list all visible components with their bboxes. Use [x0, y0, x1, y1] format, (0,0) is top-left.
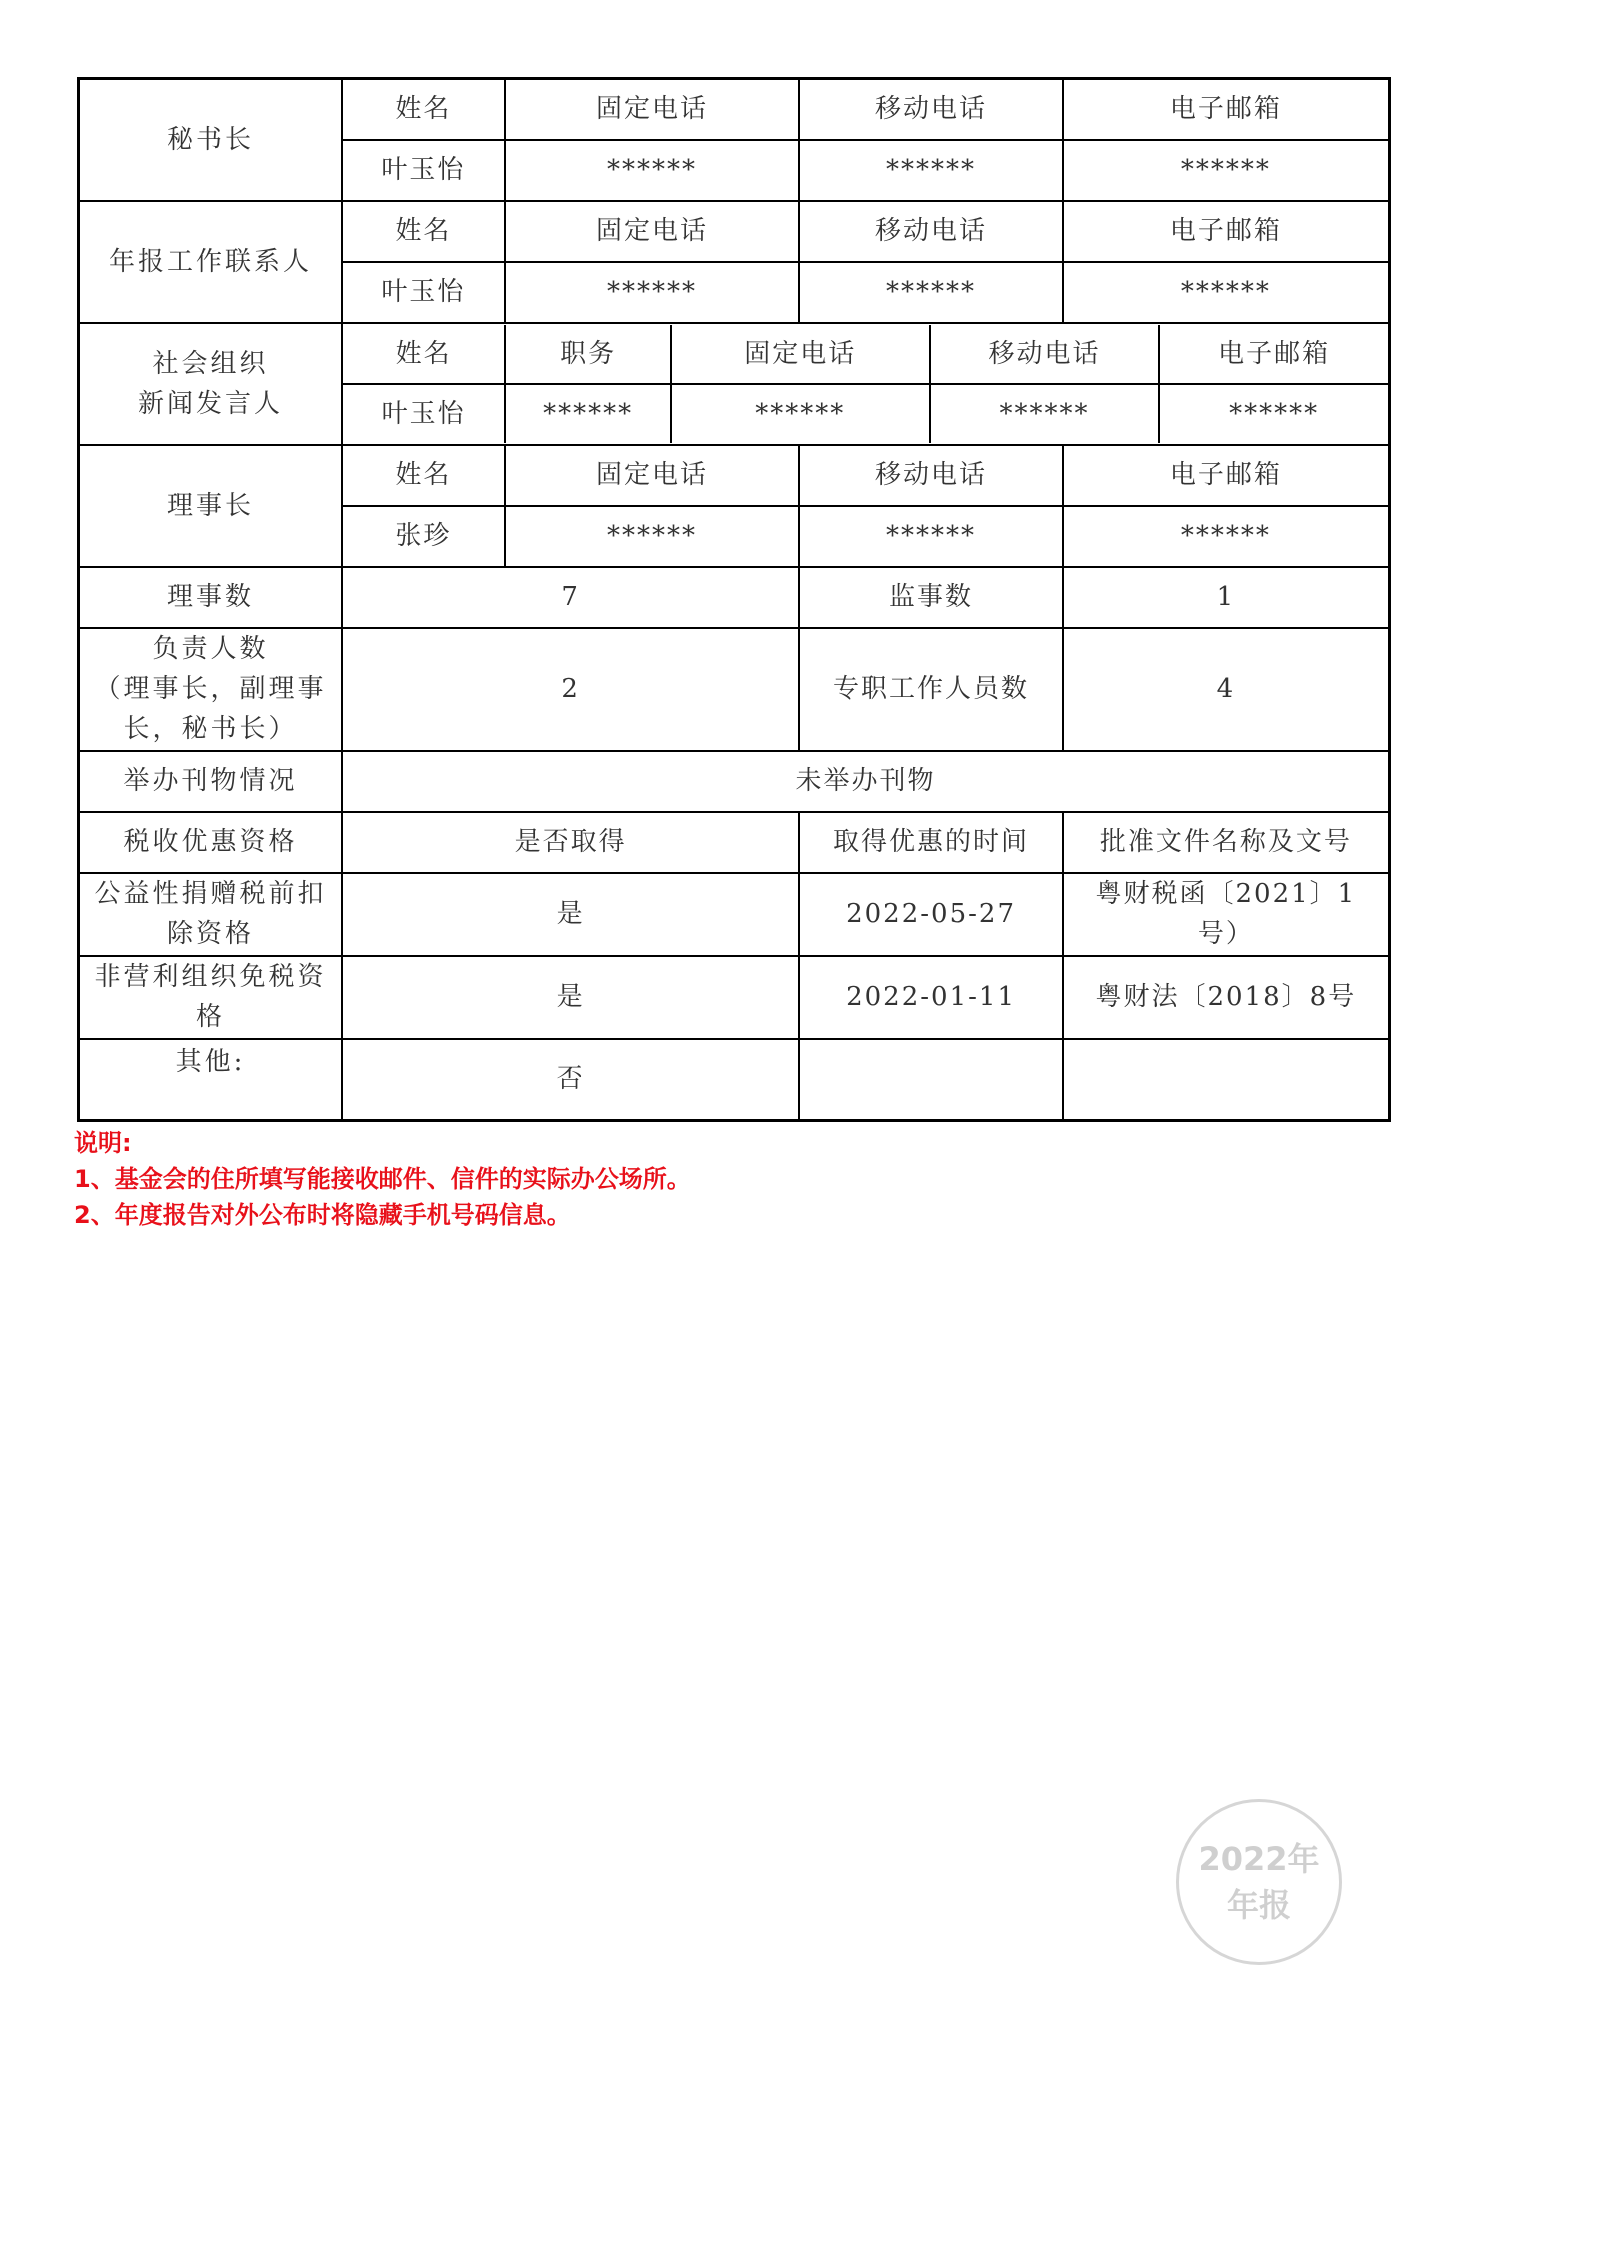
spokesperson-mobile: ******	[930, 384, 1160, 443]
tax-row-deduction-label-line1: 公益性捐赠税前扣	[94, 879, 327, 909]
directors-count-label: 理事数	[79, 567, 342, 628]
header-name: 姓名	[343, 325, 505, 384]
tax-header-obtained: 是否取得	[342, 812, 799, 873]
stamp-line-2: 年报	[1226, 1886, 1291, 1924]
chairman-name: 张珍	[342, 506, 505, 567]
spokesperson-subtable	[343, 325, 1388, 443]
secretary-general-landline: ******	[505, 140, 800, 201]
staff-count-label: 专职工作人员数	[799, 628, 1062, 751]
directors-count-value: 7	[342, 567, 799, 628]
spokesperson-label-line1: 社会组织	[152, 348, 269, 379]
annual-report-stamp	[1176, 1799, 1342, 1965]
secretary-general-email: ******	[1063, 140, 1390, 201]
stamp-line-1: 2022年	[1198, 1840, 1320, 1878]
tax-row-deduction-obtained: 是	[342, 873, 799, 956]
secretary-general-name: 叶玉怡	[342, 140, 505, 201]
tax-row-deduction-label	[79, 873, 342, 956]
supervisors-count-label: 监事数	[799, 567, 1062, 628]
secretary-general-label: 秘书长	[79, 79, 342, 201]
notes	[74, 1125, 691, 1233]
chairman-mobile: ******	[799, 506, 1062, 567]
header-landline: 固定电话	[505, 79, 800, 140]
tax-row-exemption-doc: 粤财法〔2018〕8号	[1063, 956, 1390, 1039]
spokesperson-position: ******	[505, 384, 670, 443]
spokesperson-subtable-cell	[342, 323, 1390, 445]
report-contact-mobile: ******	[799, 262, 1062, 323]
report-contact-name: 叶玉怡	[342, 262, 505, 323]
tax-row-deduction-doc	[1063, 873, 1390, 956]
notes-line-2: 2、年度报告对外公布时将隐藏手机号码信息。	[74, 1201, 571, 1229]
tax-row-exemption-label-line2: 格	[195, 1002, 225, 1032]
tax-row-exemption-label-line1: 非营利组织免税资	[94, 962, 327, 992]
tax-row-deduction-doc-line2: 号）	[1197, 919, 1254, 949]
supervisors-count-value: 1	[1063, 567, 1390, 628]
header-landline: 固定电话	[505, 445, 800, 506]
header-landline: 固定电话	[505, 201, 800, 262]
notes-line-1: 1、基金会的住所填写能接收邮件、信件的实际办公场所。	[74, 1165, 691, 1193]
header-name: 姓名	[342, 79, 505, 140]
header-email: 电子邮箱	[1063, 445, 1390, 506]
chairman-landline: ******	[505, 506, 800, 567]
tax-row-deduction-label-line2: 除资格	[166, 919, 254, 949]
spokesperson-landline: ******	[671, 384, 930, 443]
tax-row-exemption-time: 2022-01-11	[799, 956, 1062, 1039]
tax-row-other-label: 其他:	[79, 1039, 342, 1121]
tax-header-doc: 批准文件名称及文号	[1063, 812, 1390, 873]
header-landline: 固定电话	[671, 325, 930, 384]
leaders-count-label	[79, 628, 342, 751]
report-contact-label: 年报工作联系人	[79, 201, 342, 323]
spokesperson-label	[79, 323, 342, 445]
secretary-general-mobile: ******	[799, 140, 1062, 201]
publication-value: 未举办刊物	[342, 751, 1390, 812]
tax-row-deduction-time: 2022-05-27	[799, 873, 1062, 956]
header-position: 职务	[505, 325, 670, 384]
publication-label: 举办刊物情况	[79, 751, 342, 812]
header-name: 姓名	[342, 445, 505, 506]
leaders-count-label-line2: （理事长，副理事	[94, 674, 327, 704]
spokesperson-name: 叶玉怡	[343, 384, 505, 443]
header-email: 电子邮箱	[1063, 201, 1390, 262]
chairman-label: 理事长	[79, 445, 342, 567]
header-mobile: 移动电话	[799, 79, 1062, 140]
report-contact-landline: ******	[505, 262, 800, 323]
leaders-count-value: 2	[342, 628, 799, 751]
header-email: 电子邮箱	[1063, 79, 1390, 140]
header-name: 姓名	[342, 201, 505, 262]
tax-row-exemption-obtained: 是	[342, 956, 799, 1039]
header-mobile: 移动电话	[799, 201, 1062, 262]
report-contact-email: ******	[1063, 262, 1390, 323]
tax-row-deduction-doc-line1: 粤财税函〔2021〕1	[1095, 879, 1357, 909]
leaders-count-label-line1: 负责人数	[152, 634, 269, 664]
header-email: 电子邮箱	[1159, 325, 1388, 384]
chairman-email: ******	[1063, 506, 1390, 567]
staff-count-value: 4	[1063, 628, 1390, 751]
tax-row-other-obtained: 否	[342, 1039, 799, 1121]
tax-header-time: 取得优惠的时间	[799, 812, 1062, 873]
org-info-table	[77, 77, 1391, 1122]
notes-title: 说明:	[74, 1129, 132, 1157]
tax-row-other-time	[799, 1039, 1062, 1121]
leaders-count-label-line3: 长，秘书长）	[123, 714, 298, 744]
tax-row-exemption-label	[79, 956, 342, 1039]
header-mobile: 移动电话	[799, 445, 1062, 506]
tax-row-other-doc	[1063, 1039, 1390, 1121]
spokesperson-email: ******	[1159, 384, 1388, 443]
tax-header-label: 税收优惠资格	[79, 812, 342, 873]
header-mobile: 移动电话	[930, 325, 1160, 384]
spokesperson-label-line2: 新闻发言人	[137, 388, 283, 419]
